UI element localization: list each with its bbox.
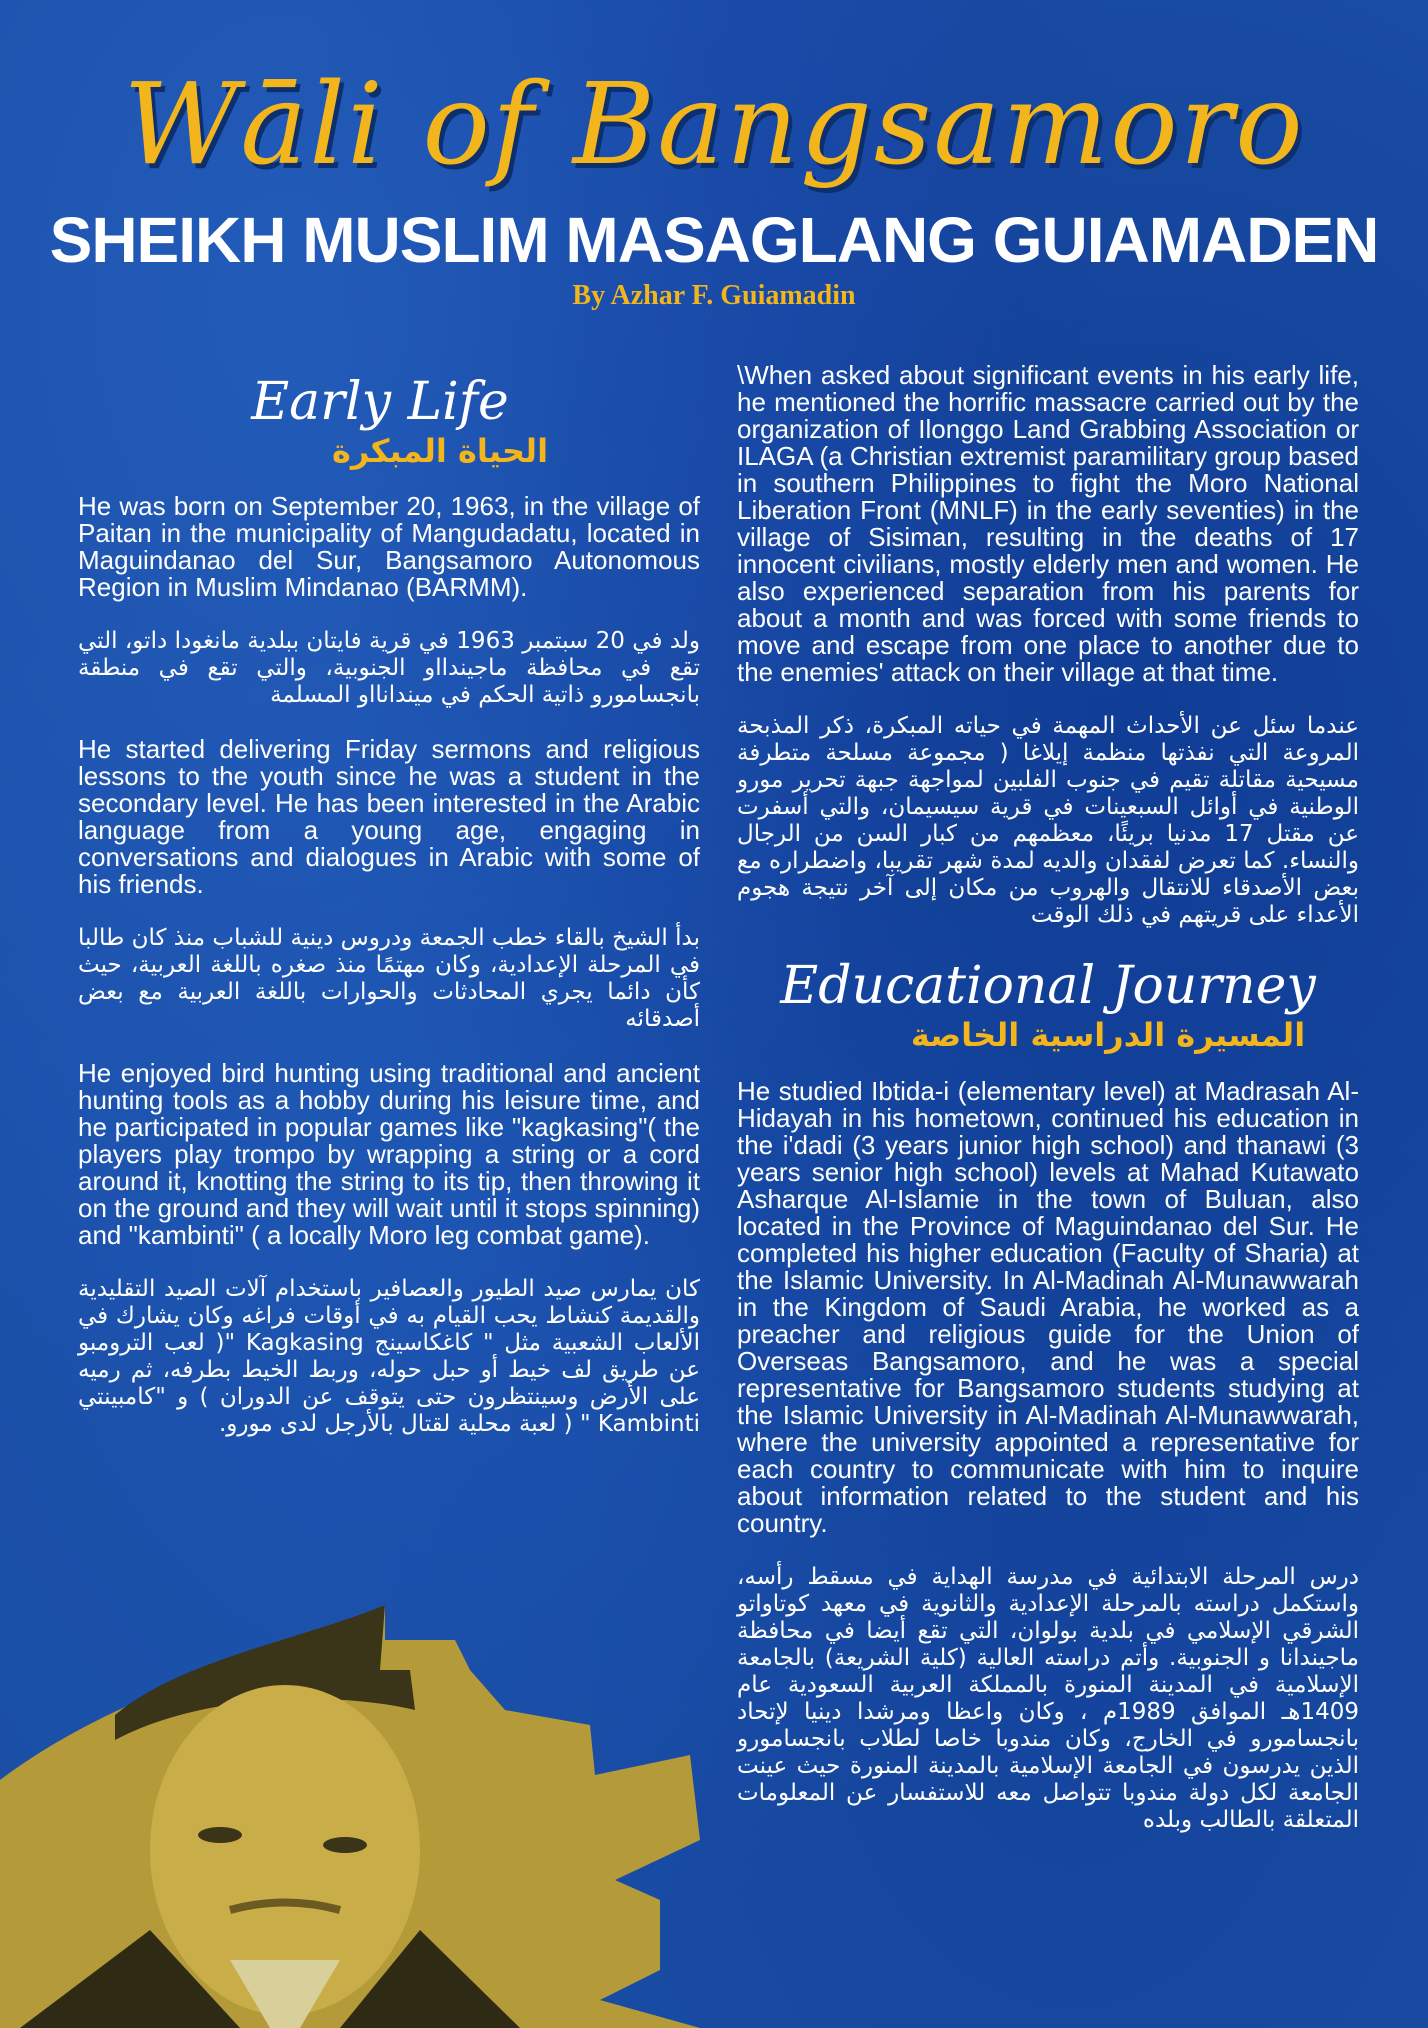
portrait-photo <box>0 1600 720 2028</box>
paragraph-ar: عندما سئل عن الأحداث المهمة في حياته المبكرة، ذكر المذبحة المروعة التي نفذتها منظمة إيلاغا ( مجموعة مسلحة متطرفة مسيحية مقاتلة تقيم في جنوب الفلبين لمواجهة جبهة تحرير مورو الوطنية في أوائل السبعينات في قرية سيسيمان، والتي أسفرت عن مقتل 17 مدنيا بريئًا، معظمهم من كبار السن من الرجال والنساء. كما تعرض لفقدان والديه لمدة شهر تقريبا، واضطراره مع بعض الأصدقاء للانتقال والهروب من مكان إلى آخر نتيجة هجوم الأعداء على قريتهم في ذلك الوقت <box>737 713 1359 928</box>
magazine-script-title: Wāli of Bangsamoro <box>123 60 1305 190</box>
paragraph-ar: ولد في 20 سبتمبر 1963 في قرية فايتان ببلدية مانغودا داتو، التي تقع في محافظة ماجيندااو الجنوبية، والتي تقع في منطقة بانجسامورو ذاتية الحكم في ميندانااو المسلمة <box>78 628 701 708</box>
section-title-ar: الحياة المبكرة <box>331 432 549 470</box>
section-title-en: Early Life <box>251 372 509 432</box>
right-eye <box>323 1837 367 1853</box>
left-eye <box>198 1827 242 1843</box>
article-title: SHEIKH MUSLIM MASAGLANG GUIAMADEN <box>49 204 1379 276</box>
left-column <box>78 493 700 1465</box>
paragraph-ar: بدأ الشيخ بالقاء خطب الجمعة ودروس دينية للشباب منذ كان طالبا في المرحلة الإعدادية، وكان مهتمًا منذ صغره باللغة العربية، حيث كأن دائما يجري المحادثات والحوارات باللغة العربية مع بعض أصدقائه <box>78 925 700 1032</box>
paragraph-en: He started delivering Friday sermons and religious lessons to the youth since he was a student in the secondary level. He has been interested in the Arabic language from a young age, engaging in conversations and dialogues in Arabic with some of his friends. <box>78 734 700 899</box>
paragraph-en: He enjoyed bird hunting using traditional and ancient hunting tools as a hobby during his leisure time, and he participated in popular games like "kagkasing"( the players play trompo by wrapping a string or a cord around it, knotting the string to its tip, then throwing it on the ground and they will wait until it stops spinning) and "kambinti" ( a locally Moro leg combat game). <box>78 1058 700 1250</box>
right-column <box>737 362 1359 1861</box>
byline: By Azhar F. Guiamadin <box>572 280 856 311</box>
section-heading-educational-journey <box>737 956 1359 1054</box>
section-heading-early-life <box>190 372 570 470</box>
paragraph-ar: كان يمارس صيد الطيور والعصافير باستخدام آلات الصيد التقليدية والقديمة كنشاط يحب القيام به في أوقات فراغه وكان يشارك في الألعاب الشعبية مثل " كاغكاسينج Kagkasing "( لعب الترومبو عن طريق لف خيط أو حبل حوله، وربط الخيط بطرفه، ثم رميه على الأرض وسينتظرون حتى يتوقف عن الدوران ) و "كامبينتي Kambinti " ( لعبة محلية لقتال بالأرجل لدى مورو. <box>78 1276 700 1437</box>
section-title-ar: المسيرة الدراسية الخاصة <box>910 1016 1306 1054</box>
paragraph-en: He was born on September 20, 1963, in the village of Paitan in the municipality of Mangudadatu, located in Maguindanao del Sur, Bangsamoro Autonomous Region in Muslim Mindanao (BARMM). <box>78 491 700 602</box>
paragraph-en: \When asked about significant events in his early life, he mentioned the horrific massacre carried out by the organization of Ilonggo Land Grabbing Association or ILAGA (a Christian extremist paramilitary group based in southern Philippines to fight the Moro National Liberation Front (MNLF) in the early seventies) in the village of Sisiman, resulting in the deaths of 17 innocent civilians, mostly elderly men and women. He also experienced separation from his parents for about a month and was forced with some friends to move and escape from one place to another due to the enemies' attack on their village at that time. <box>737 360 1359 687</box>
paragraph-ar: درس المرحلة الابتدائية في مدرسة الهداية في مسقط رأسه، واستكمل دراسته بالمرحلة الإعدادية والثانوية في معهد كوتاواتو الشرقي الإسلامي في بلدية بولوان، التي تقع أيضا في محافظة ماجيندانا و الجنوبية. وأتم دراسته العالية (كلية الشريعة) بالجامعة الإسلامية في المدينة المنورة بالمملكة العربية السعودية عام 1409هـ الموافق 1989م ، وكان واعظا ومرشدا دينيا لإتحاد بانجسامورو في الخارج، وكان مندوبا خاصا لطلاب بانجسامورو الذين يدرسون في الجامعة الإسلامية بالمدينة المنورة حيث عينت الجامعة لكل دولة مندوبا تتواصل معه للاستفسار عن المعلومات المتعلقة بالطالب وبلده <box>737 1564 1359 1833</box>
paragraph-en: He studied Ibtida-i (elementary level) at Madrasah Al-Hidayah in his hometown, continued his education in the i'dadi (3 years junior high school) and thanawi (3 years senior high school) levels at Mahad Kutawato Asharque Al-Islamie in the town of Buluan, also located in the Province of Maguindanao del Sur. He completed his higher education (Faculty of Sharia) at the Islamic University. In Al-Madinah Al-Munawwarah in the Kingdom of Saudi Arabia, he worked as a preacher and religious guide for the Union of Overseas Bangsamoro, and he was a special representative for Bangsamoro students studying at the Islamic University in Al-Madinah Al-Munawwarah, where the university appointed a representative for each country to communicate with him to inquire about information related to the student and his country. <box>737 1076 1359 1538</box>
section-title-en: Educational Journey <box>780 956 1316 1016</box>
